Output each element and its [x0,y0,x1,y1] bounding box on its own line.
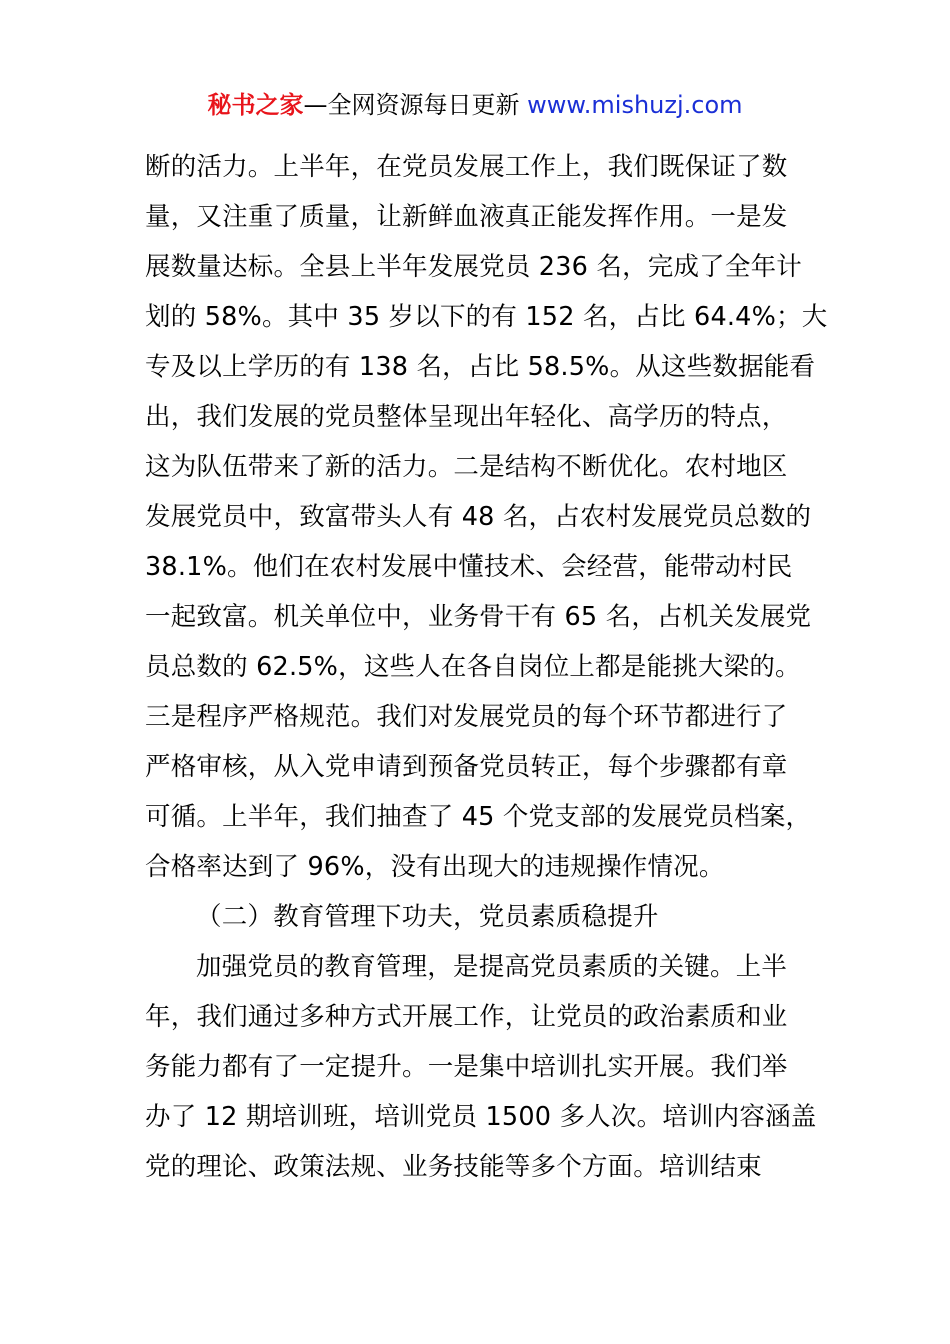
site-url-link[interactable]: www.mishuzj.com [527,91,743,119]
text-line: 加强党员的教育管理，是提高党员素质的关键。上半 [196,952,788,982]
site-tagline: —全网资源每日更新 [303,91,528,119]
text-line: 办了 12 期培训班，培训党员 1500 多人次。培训内容涵盖 [145,1102,817,1132]
site-header [0,88,950,122]
text-line: 这为队伍带来了新的活力。二是结构不断优化。农村地区 [145,452,788,482]
site-brand: 秘书之家 [207,91,304,119]
text-line: 断的活力。上半年，在党员发展工作上，我们既保证了数 [145,152,788,182]
text-line: 员总数的 62.5%，这些人在各自岗位上都是能挑大梁的。 [145,652,801,682]
text-line: 展数量达标。全县上半年发展党员 236 名，完成了全年计 [145,252,802,282]
text-line: 务能力都有了一定提升。一是集中培训扎实开展。我们举 [145,1052,788,1082]
text-line: 量，又注重了质量，让新鲜血液真正能发挥作用。一是发 [145,202,788,232]
text-line: 一起致富。机关单位中，业务骨干有 65 名，占机关发展党 [145,602,812,632]
text-line: 严格审核，从入党申请到预备党员转正，每个步骤都有章 [145,752,788,782]
text-line: 出，我们发展的党员整体呈现出年轻化、高学历的特点， [145,402,788,432]
text-line: 年，我们通过多种方式开展工作，让党员的政治素质和业 [145,1002,788,1032]
text-line: 可循。上半年，我们抽查了 45 个党支部的发展党员档案， [145,802,812,832]
text-line: 划的 58%。其中 35 岁以下的有 152 名，占比 64.4%；大 [145,302,828,332]
text-line: 38.1%。他们在农村发展中懂技术、会经营，能带动村民 [145,552,793,582]
document-body [145,142,828,1192]
text-line: 发展党员中，致富带头人有 48 名，占农村发展党员总数的 [145,502,812,532]
section-heading: （二）教育管理下功夫，党员素质稳提升 [196,902,659,932]
text-line: 党的理论、政策法规、业务技能等多个方面。培训结束 [145,1152,762,1182]
text-line: 专及以上学历的有 138 名，占比 58.5%。从这些数据能看 [145,352,816,382]
text-line: 三是程序严格规范。我们对发展党员的每个环节都进行了 [145,702,788,732]
text-line: 合格率达到了 96%，没有出现大的违规操作情况。 [145,852,725,882]
